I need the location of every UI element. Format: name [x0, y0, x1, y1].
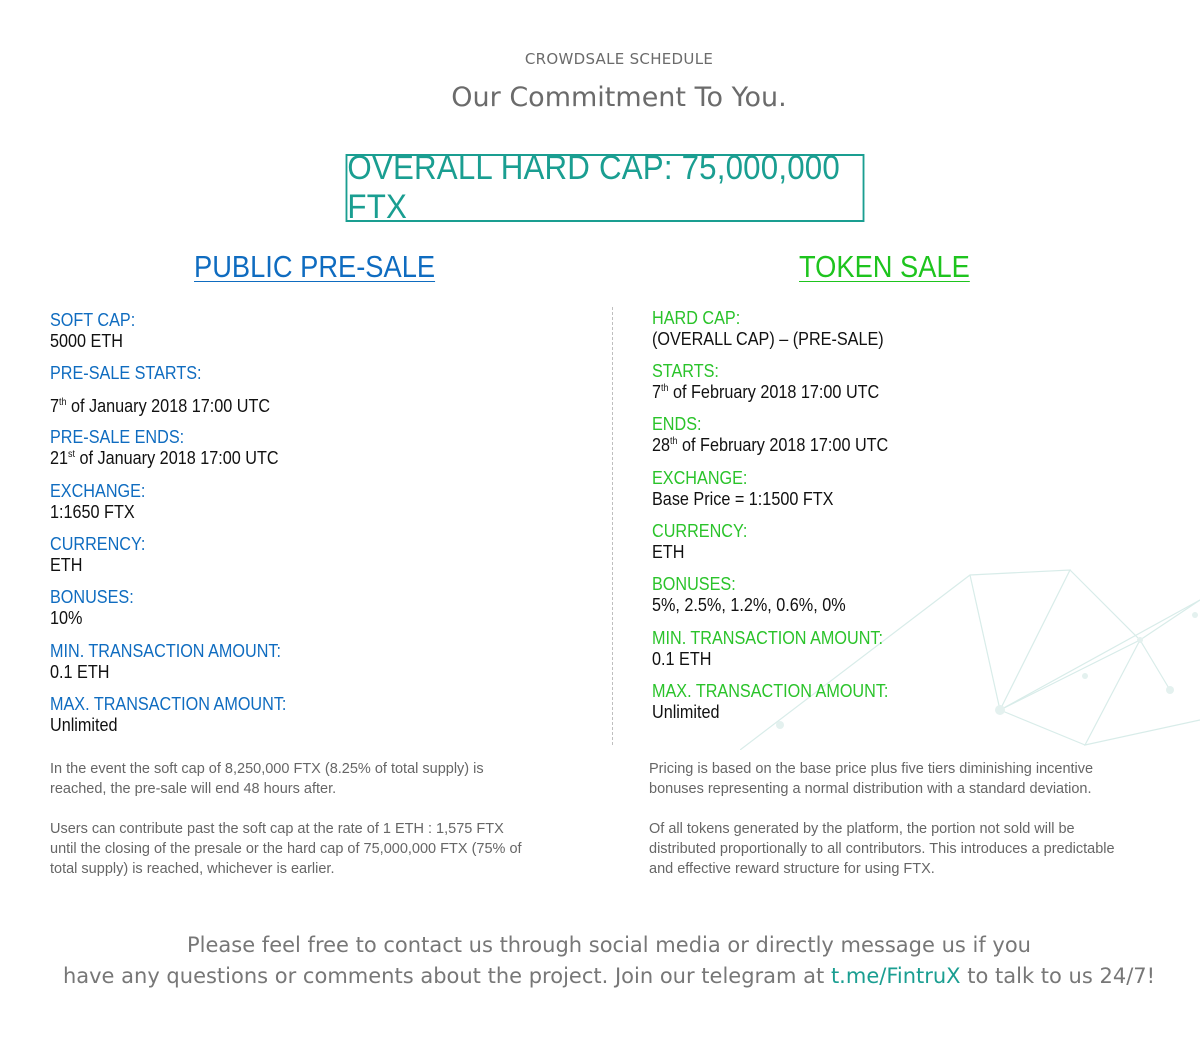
token-bonuses-value: 5%, 2.5%, 1.2%, 0.6%, 0% [652, 595, 846, 615]
token-exchange [652, 468, 833, 510]
presale-min-transaction [50, 641, 281, 683]
token-max-transaction [652, 681, 888, 723]
presale-ends-label: PRE-SALE ENDS: [50, 427, 185, 447]
token-starts [652, 361, 879, 403]
token-note-1: Pricing is based on the base price plus five tiers diminishing incentive bonuses representing a normal distribution with a standard deviation. [649, 761, 1094, 797]
exchange-label: EXCHANGE: [50, 481, 146, 501]
currency-label: CURRENCY: [50, 534, 146, 554]
presale-note-1: In the event the soft cap of 8,250,000 FTX (8.25% of total supply) is reached, the pre-sale will end 48 hours after. [50, 761, 484, 797]
presale-starts [50, 363, 270, 417]
presale-ends-value [50, 448, 279, 469]
token-starts-label: STARTS: [652, 361, 719, 381]
token-starts-rest: of February 2018 17:00 UTC [668, 382, 880, 402]
token-ends-day: 28 [652, 435, 671, 455]
presale-soft-cap [50, 310, 135, 352]
token-ends-rest: of February 2018 17:00 UTC [677, 435, 889, 455]
column-divider [612, 307, 613, 745]
token-max-transaction-value: Unlimited [652, 702, 720, 722]
presale-starts-value [50, 396, 270, 417]
starts-suffix: th [59, 397, 67, 408]
ends-suffix: st [68, 449, 76, 460]
token-min-transaction [652, 628, 883, 670]
starts-day: 7 [50, 396, 60, 416]
presale-starts-label: PRE-SALE STARTS: [50, 363, 202, 383]
page-title: Our Commitment To You. [451, 82, 787, 113]
contact-message [0, 930, 1200, 992]
token-bonuses [652, 574, 846, 616]
telegram-link[interactable]: t.me/FintruX [830, 964, 961, 988]
hard-cap-value: (OVERALL CAP) – (PRE-SALE) [652, 329, 884, 349]
contact-line-2 [0, 961, 1200, 992]
exchange-value: 1:1650 FTX [50, 502, 135, 522]
token-starts-suffix: th [661, 383, 669, 394]
token-note-2: Of all tokens generated by the platform, the portion not sold will be distributed proportionally to all contributors. This introduces a predictable and effective reward structure for using FTX. [649, 821, 1115, 877]
token-exchange-value: Base Price = 1:1500 FTX [652, 489, 834, 509]
presale-bonuses [50, 587, 134, 629]
presale-currency [50, 534, 145, 576]
token-min-transaction-value: 0.1 ETH [652, 649, 712, 669]
token-ends [652, 414, 888, 456]
token-bonuses-label: BONUSES: [652, 574, 736, 594]
max-transaction-value: Unlimited [50, 715, 118, 735]
token-currency-value: ETH [652, 542, 685, 562]
max-transaction-label: MAX. TRANSACTION AMOUNT: [50, 694, 287, 714]
contact-line-2-text: have any questions or comments about the project. Join our telegram at [62, 964, 831, 988]
bonuses-label: BONUSES: [50, 587, 134, 607]
soft-cap-value: 5000 ETH [50, 331, 123, 351]
public-presale-title: PUBLIC PRE-SALE [194, 249, 436, 284]
soft-cap-label: SOFT CAP: [50, 310, 136, 330]
token-hard-cap [652, 308, 884, 350]
ends-rest: of January 2018 17:00 UTC [75, 448, 279, 468]
currency-value: ETH [50, 555, 83, 575]
token-currency [652, 521, 747, 563]
starts-rest: of January 2018 17:00 UTC [66, 396, 271, 416]
token-exchange-label: EXCHANGE: [652, 468, 748, 488]
contact-line-1: Please feel free to contact us through social media or directly message us if you [186, 933, 1031, 957]
presale-note-2: Users can contribute past the soft cap at the rate of 1 ETH : 1,575 FTX until the closing of the presale or the hard cap of 75,000,000 FTX (75% of total supply) is reached, whichever is earlier. [50, 821, 522, 877]
token-starts-day: 7 [652, 382, 662, 402]
contact-line-2-end: to talk to us 24/7! [960, 964, 1156, 988]
token-currency-label: CURRENCY: [652, 521, 748, 541]
section-kicker: CROWDSALE SCHEDULE [524, 50, 714, 68]
presale-ends [50, 427, 279, 469]
token-starts-value [652, 382, 879, 403]
min-transaction-label: MIN. TRANSACTION AMOUNT: [50, 641, 282, 661]
token-ends-label: ENDS: [652, 414, 702, 434]
min-transaction-value: 0.1 ETH [50, 662, 110, 682]
hard-cap-label: HARD CAP: [652, 308, 741, 328]
token-sale-title: TOKEN SALE [799, 249, 970, 284]
presale-exchange [50, 481, 145, 523]
hard-cap-banner: OVERALL HARD CAP: 75,000,000 FTX [346, 154, 865, 222]
token-ends-suffix: th [670, 436, 678, 447]
ends-day: 21 [50, 448, 69, 468]
bonuses-value: 10% [50, 608, 83, 628]
presale-max-transaction [50, 694, 286, 736]
token-ends-value [652, 435, 888, 456]
token-min-transaction-label: MIN. TRANSACTION AMOUNT: [652, 628, 884, 648]
token-max-transaction-label: MAX. TRANSACTION AMOUNT: [652, 681, 889, 701]
